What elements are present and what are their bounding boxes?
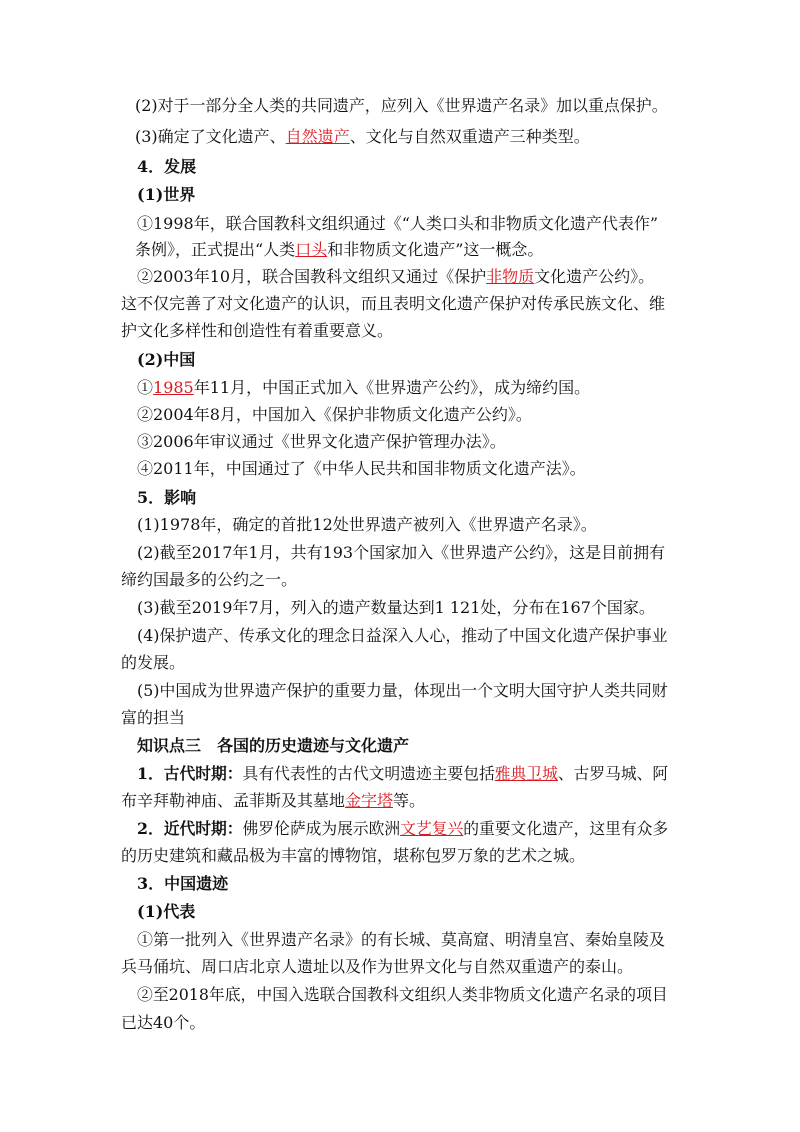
highlighted-term: 金字塔: [345, 791, 394, 810]
paragraph-line: [135, 96, 668, 116]
text-segment: 的历史建筑和藏品极为丰富的博物馆，堪称包罗万象的艺术之城。: [121, 846, 586, 865]
section-heading: [137, 736, 409, 756]
paragraph-line: [121, 321, 393, 341]
text-segment: ②2003年10月，联合国教科文组织又通过《保护: [137, 267, 487, 286]
text-segment: (4)保护遗产、传承文化的理念日益深入人心，推动了中国文化遗产保护事业: [137, 626, 668, 645]
paragraph-line: [137, 267, 654, 287]
text-segment: 护文化多样性和创造性有着重要意义。: [121, 321, 394, 340]
paragraph-line: [137, 543, 665, 563]
highlighted-term: 1985: [153, 378, 194, 397]
text-segment: ①第一批列入《世界遗产名录》的有长城、莫高窟、明清皇宫、秦始皇陵及: [137, 930, 666, 949]
paragraph-line: [121, 653, 185, 673]
paragraph-line: [137, 930, 665, 950]
paragraph-line: [137, 819, 668, 839]
highlighted-term: 文艺复兴: [400, 819, 464, 838]
text-segment: (2)对于一部分全人类的共同遗产，应列入《世界遗产名录》加以重点保护。: [135, 96, 668, 115]
text-segment: 的重要文化遗产，这里有众多: [463, 819, 669, 838]
paragraph-line: [137, 405, 532, 425]
paragraph-line: [137, 681, 668, 701]
text-segment: (1)世界: [137, 185, 196, 204]
text-segment: ①: [137, 378, 154, 397]
highlighted-term: 自然遗产: [285, 127, 350, 146]
text-segment: 4．发展: [137, 157, 197, 176]
text-segment: (2)中国: [137, 350, 196, 369]
text-segment: 和非物质文化遗产”这一概念。: [327, 240, 544, 259]
paragraph-line: [137, 598, 655, 618]
paragraph-line: [121, 570, 297, 590]
paragraph-line: [137, 378, 590, 398]
text-segment: ③2006年审议通过《世界文化遗产保护管理办法》。: [137, 432, 506, 451]
paragraph-line: [121, 1013, 205, 1033]
section-heading: [137, 185, 195, 205]
text-segment: ④2011年，中国通过了《中华人民共和国非物质文化遗产法》。: [137, 459, 586, 478]
section-heading: [137, 874, 228, 894]
text-segment: 、古罗马城、阿: [557, 764, 669, 783]
section-heading: [137, 902, 195, 922]
paragraph-line: [121, 708, 185, 728]
text-segment: 具有代表性的古代文明遗迹主要包括: [242, 764, 495, 783]
paragraph-line: [121, 294, 665, 314]
text-segment: (5)中国成为世界遗产保护的重要力量，体现出一个文明大国守护人类共同财: [137, 681, 668, 700]
highlighted-term: 非物质: [486, 267, 535, 286]
text-segment: ②至2018年底，中国入选联合国教科文组织人类非物质文化遗产名录的项目: [137, 985, 668, 1004]
paragraph-line: [135, 127, 590, 147]
bold-label: 1．古代时期：: [137, 764, 243, 783]
paragraph-line: [137, 985, 668, 1005]
paragraph-line: [121, 957, 633, 977]
text-segment: 3．中国遗迹: [137, 874, 229, 893]
section-heading: [137, 157, 196, 177]
text-segment: (3)截至2019年7月，列入的遗产数量达到1 121处，分布在167个国家。: [137, 598, 655, 617]
text-segment: (2)截至2017年1月，共有193个国家加入《世界遗产公约》，这是目前拥有: [137, 543, 666, 562]
paragraph-line: [121, 791, 425, 811]
text-segment: 年11月，中国正式加入《世界遗产公约》，成为缔约国。: [193, 378, 591, 397]
text-segment: 的发展。: [121, 653, 186, 672]
text-segment: 已达40个。: [121, 1013, 206, 1032]
text-segment: 等。: [393, 791, 426, 810]
paragraph-line: [121, 846, 585, 866]
text-segment: 这不仅完善了对文化遗产的认识，而且表明文化遗产保护对传承民族文化、维: [121, 294, 666, 313]
text-segment: 布辛拜勒神庙、孟菲斯及其墓地: [121, 791, 346, 810]
text-segment: 知识点三 各国的历史遗迹与文化遗产: [137, 736, 410, 755]
highlighted-term: 雅典卫城: [494, 764, 558, 783]
section-heading: [137, 488, 196, 508]
text-segment: 缔约国最多的公约之一。: [121, 570, 298, 589]
section-heading: [137, 350, 195, 370]
text-segment: 、文化与自然双重遗产三种类型。: [349, 127, 590, 146]
text-segment: (1)1978年，确定的首批12处世界遗产被列入《世界遗产名录》。: [137, 515, 597, 534]
paragraph-line: [137, 432, 506, 452]
text-segment: ②2004年8月，中国加入《保护非物质文化遗产公约》。: [137, 405, 532, 424]
paragraph-line: [137, 626, 668, 646]
paragraph-line: [137, 459, 586, 479]
bold-label: 2．近代时期：: [137, 819, 243, 838]
text-segment: (1)代表: [137, 902, 196, 921]
paragraph-line: [137, 764, 668, 784]
text-segment: 5．影响: [137, 488, 197, 507]
paragraph-line: [137, 515, 597, 535]
text-segment: 富的担当: [121, 708, 186, 727]
text-segment: 佛罗伦萨成为展示欧洲: [242, 819, 401, 838]
text-segment: ①1998年，联合国教科文组织通过《“人类口头和非物质文化遗产代表作”: [137, 214, 659, 233]
highlighted-term: 口头: [295, 240, 328, 259]
paragraph-line: [135, 240, 543, 260]
text-segment: (3)确定了文化遗产、: [135, 127, 286, 146]
paragraph-line: [137, 214, 658, 234]
text-segment: 条例》，正式提出“人类: [135, 240, 296, 259]
text-segment: 兵马俑坑、周口店北京人遗址以及作为世界文化与自然双重遗产的泰山。: [121, 957, 634, 976]
text-segment: 文化遗产公约》。: [534, 267, 655, 286]
